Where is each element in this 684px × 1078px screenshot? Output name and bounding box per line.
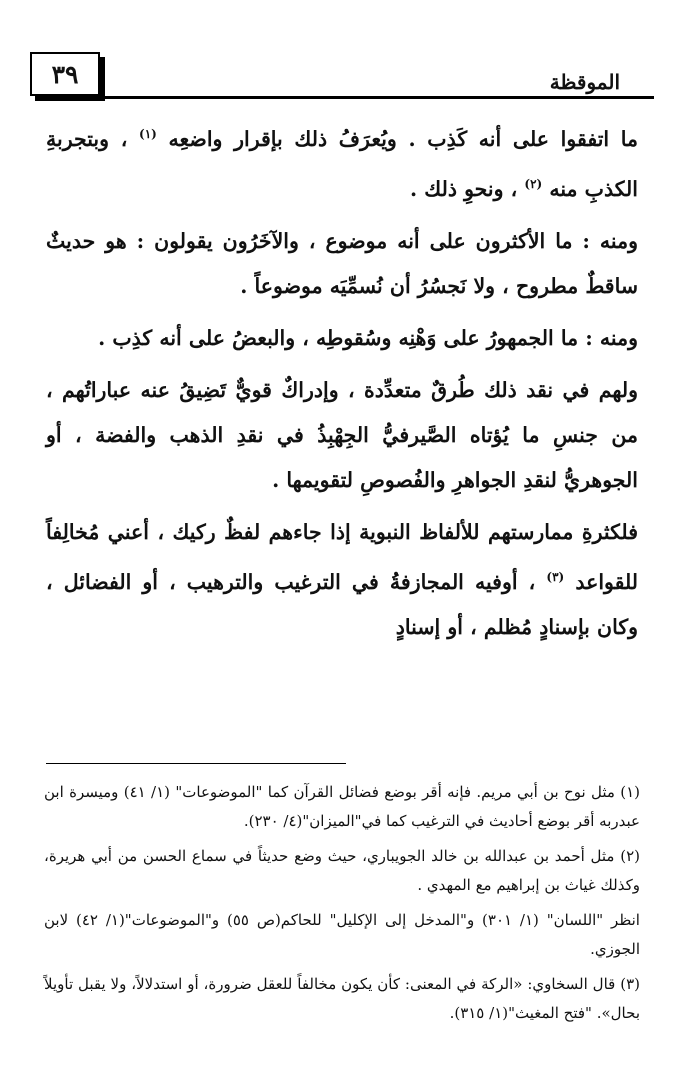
page-number-box [30, 52, 100, 96]
main-text [46, 112, 638, 650]
paragraph-text: ، وبتجربةِ الكذبِ منه [46, 127, 638, 201]
paragraph-text: ، أوفيه المجازفةُ في الترغيب والترهيب ، أو الفضائل ، وكان بإسنادٍ مُظلم ، أو إسنادٍ [46, 570, 638, 639]
footnote-ref: (٣) [546, 570, 565, 584]
paragraph-text: ومنه : ما الأكثرون على أنه موضوع ، والآخَرُون يقولون : هو حديثٌ ساقطٌ مطروح ، ولا نَجسُرُ أن نُسمِّيَه موضوعاً . [46, 229, 638, 298]
footnotes [44, 778, 640, 1034]
paragraph-text: ومنه : ما الجمهورُ على وَهْنِه وسُقوطِه ، والبعضُ على أنه كذِب . [98, 326, 638, 350]
paragraph [46, 316, 638, 361]
paragraph [46, 112, 638, 212]
paragraph [46, 368, 638, 503]
paragraph [46, 510, 638, 650]
footnote-ref: (١) [139, 127, 157, 141]
paragraph-text: ما اتفقوا على أنه كَذِب . ويُعرَفُ ذلك بإقرار واضعِه [168, 127, 638, 151]
paragraph [46, 219, 638, 309]
paragraph-text: فلكثرةِ ممارستهم للألفاظ النبوية إذا جاءهم لفظٌ ركيك ، أعني مُخالِفاً للقواعد [46, 520, 639, 594]
header-rule [104, 96, 654, 99]
paragraph-text: ولهم في نقد ذلك طُرقٌ متعدِّدة ، وإدراكٌ قويٌّ تَضِيقُ عنه عباراتُهم ، من جنسِ ما يُؤتاه الصَّيرفيُّ الجِهْبِذُ في نقدِ الذهب والفضة ، أو الجوهريُّ لنقدِ الجواهرِ والفُصوصِ لتقويمها . [46, 378, 638, 492]
footnote-separator [46, 763, 346, 764]
running-title: الموقظة [549, 70, 620, 94]
footnote-ref: (٢) [524, 177, 543, 191]
footnote: انظر "اللسان" (١/ ٣٠١) و"المدخل إلى الإكليل" للحاكم(ص ٥٥) و"الموضوعات"(١/ ٤٢) لابن الجوزي. [44, 911, 640, 958]
footnote: (٢) مثل أحمد بن عبدالله بن خالد الجويباري، حيث وضع حديثاً في سماع الحسن من أبي هريرة، وكذلك غياث بن إبراهيم مع المهدي . [44, 847, 640, 894]
page-number: ٣٩ [51, 59, 79, 89]
footnote: (١) مثل نوح بن أبي مريم. فإنه أقر بوضع فضائل القرآن كما "الموضوعات" (١/ ٤١) وميسرة ابن عبدربه أقر بوضع أحاديث في الترغيب كما في"الميزان"(٤/ ٢٣٠). [44, 783, 640, 830]
paragraph-text: ، ونحوِ ذلك . [410, 177, 518, 201]
footnote: (٣) قال السخاوي: «الركة في المعنى: كأن يكون مخالفاً للعقل ضرورة، أو استدلالاً، ولا يقبل تأويلاً بحال». "فتح المغيث"(١/ ٣١٥). [44, 975, 640, 1022]
